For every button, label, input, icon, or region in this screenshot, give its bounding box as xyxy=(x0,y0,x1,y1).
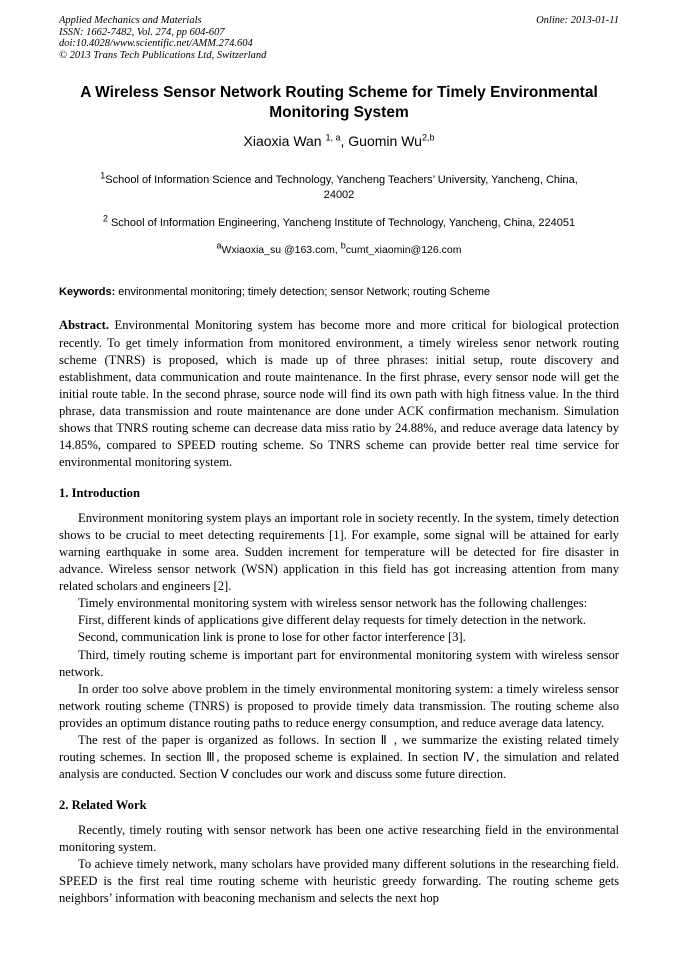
paper-title: A Wireless Sensor Network Routing Scheme for Timely Environmental Monitoring System xyxy=(80,84,598,122)
section-introduction xyxy=(59,486,619,784)
affiliation-1-superscript: 1 xyxy=(100,170,106,181)
email-1: Wxiaoxia_su @163.com, xyxy=(221,244,341,257)
authors-line xyxy=(59,133,619,149)
section-heading-introduction: 1. Introduction xyxy=(59,485,140,500)
email-1-superscript: a xyxy=(216,240,222,251)
affiliation-1 xyxy=(59,170,619,203)
affiliation-1-text: School of Information Science and Technology, Yancheng Teachers’ University, Yancheng, China, 24002 xyxy=(105,173,578,201)
affiliation-2 xyxy=(59,212,619,231)
abstract-label: Abstract. xyxy=(59,318,110,333)
paragraph: Timely environmental monitoring system with wireless sensor network has the following challenges: xyxy=(78,596,588,611)
email-2: cumt_xiaomin@126.com xyxy=(345,244,462,257)
author-1-name: Xiaoxia Wan xyxy=(243,132,326,149)
journal-name: Applied Mechanics and Materials xyxy=(59,15,202,26)
abstract-text: Environmental Monitoring system has become more and more critical for biological protection recently. To get timely information from monitored environment, a timely wireless senor network routing scheme (TNRS) is proposed, which is made up of three phrases: initial setup, route discovery and establishment, data communication and route maintenance. In the first phrase, every sensor node will get the initial route table. In the second phrase, source node will find its own path with high fitness value. In the third phrase, data transmission and route maintenance are done under ACK confirmation mechanism. Simulation shows that TNRS routing scheme can decrease data miss ratio by 24.88%, and reduce average data latency by 14.85%, compared to SPEED routing scheme. So TNRS scheme can provide better real time service for environmental monitoring system. xyxy=(59,318,619,470)
keywords-label: Keywords: xyxy=(59,286,116,299)
paragraph: In order too solve above problem in the timely environmental monitoring system: a timely wireless sensor network routing scheme (TNRS) is proposed to provide timely data transmission. The routing scheme also provides an optimum distance routing paths to reduce energy consumption, and reduce average data latency. xyxy=(59,681,619,730)
emails-line xyxy=(59,240,619,257)
paragraph: To achieve timely network, many scholars have provided many different solutions in the researching field. SPEED is the first real time routing scheme with heuristic greedy forwarding. The routing scheme gets neighbors’ information with beaconing mechanism and selects the next hop xyxy=(59,856,619,905)
section-heading-related-work: 2. Related Work xyxy=(59,797,147,812)
keywords-line xyxy=(59,286,619,298)
paragraph: Recently, timely routing with sensor network has been one active researching field in the environmental monitoring system. xyxy=(59,822,619,854)
authors-separator: , xyxy=(340,132,349,149)
issn-line: ISSN: 1662-7482, Vol. 274, pp 604-607 xyxy=(59,26,225,38)
journal-header xyxy=(59,15,619,61)
paragraph: The rest of the paper is organized as follows. In section Ⅱ , we summarize the existing related timely routing schemes. In section Ⅲ, the proposed scheme is explained. In section Ⅳ, the simulation and related analysis are conducted. Section Ⅴ concludes our work and discuss some future direction. xyxy=(59,733,619,782)
author-2-superscript: 2,b xyxy=(421,132,435,143)
paragraph: Environment monitoring system plays an important role in society recently. In the system, timely detection shows to be crucial to meet detecting requirements [1]. For example, some signal will be attained for early warning earthquake in some area. Sudden increment for temperature will be detected for fire disaster in advance. Wireless sensor network (WSN) application in this field has got increasing attention from many related scholars and engineers [2]. xyxy=(59,510,619,593)
paragraph: Third, timely routing scheme is important part for environmental monitoring system with wireless sensor network. xyxy=(59,647,619,679)
copyright-line: © 2013 Trans Tech Publications Ltd, Switzerland xyxy=(59,49,267,61)
affiliation-2-superscript: 2 xyxy=(102,212,108,223)
author-2-name: Guomin Wu xyxy=(348,132,422,149)
email-2-superscript: b xyxy=(340,240,346,251)
online-date: Online: 2013-01-11 xyxy=(536,15,619,26)
paragraph: Second, communication link is prone to lose for other factor interference [3]. xyxy=(78,630,466,645)
author-1-superscript: 1, a xyxy=(325,132,341,143)
abstract xyxy=(59,317,619,471)
keywords-text: environmental monitoring; timely detection; sensor Network; routing Scheme xyxy=(115,286,491,299)
paragraph: First, different kinds of applications give different delay requests for timely detection in the network. xyxy=(78,613,587,628)
section-related-work xyxy=(59,798,619,908)
journal-header-row xyxy=(59,15,619,27)
affiliation-2-text: School of Information Engineering, Yancheng Institute of Technology, Yancheng, China, 224051 xyxy=(107,216,576,229)
doi-line: doi:10.4028/www.scientific.net/AMM.274.604 xyxy=(59,38,253,50)
